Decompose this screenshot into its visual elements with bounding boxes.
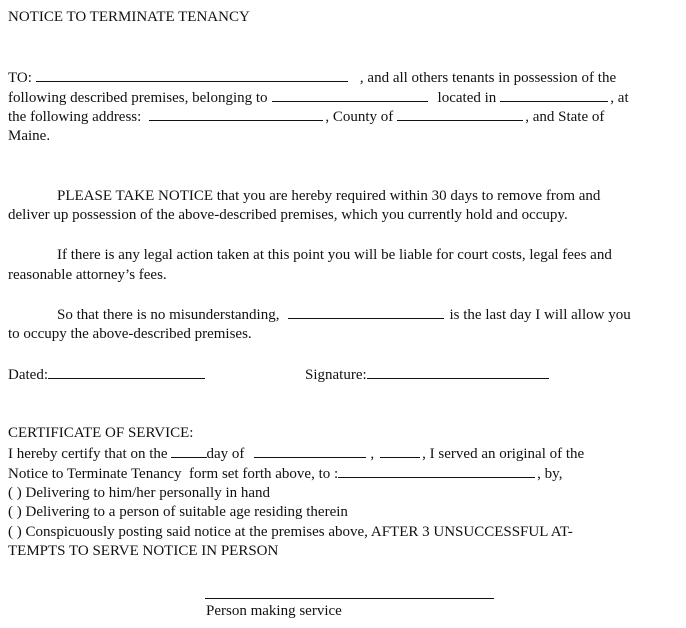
address-blank-field[interactable]	[149, 107, 323, 121]
state-text: , and State of	[525, 109, 605, 125]
cert-comma-text: ,	[370, 446, 375, 462]
located-text: located in	[437, 90, 497, 106]
cert-form-text: Notice to Terminate Tenancy form set forth above, to :	[8, 466, 339, 482]
last-day-start-text: So that there is no misunderstanding,	[57, 307, 280, 323]
cert-dayof-text: day of	[206, 446, 245, 462]
last-day-line1	[57, 305, 631, 324]
address-line	[8, 107, 604, 126]
dated-blank-field[interactable]	[48, 365, 205, 379]
county-text: , County of	[325, 109, 394, 125]
to-label: TO:	[8, 70, 32, 86]
signature-blank-field[interactable]	[367, 365, 549, 379]
to-suffix-text: , and all others tenants in possession of the	[359, 70, 617, 86]
service-option-posting[interactable]: ( ) Conspicuously posting said notice at the premises above, AFTER 3 UNSUCCESSFUL AT-	[8, 524, 573, 540]
certificate-heading: CERTIFICATE OF SERVICE:	[8, 425, 194, 441]
notice-paragraph-line1: PLEASE TAKE NOTICE that you are hereby required within 30 days to remove from and	[57, 188, 601, 204]
last-day-end-text: is the last day I will allow you	[449, 307, 631, 323]
to-blank-field[interactable]	[36, 68, 348, 82]
signature-label: Signature:	[305, 367, 367, 383]
belonging-line	[8, 88, 629, 107]
owner-blank-field[interactable]	[272, 88, 428, 102]
service-option-resident[interactable]: ( ) Delivering to a person of suitable age residing therein	[8, 504, 348, 520]
service-option-personal[interactable]: ( ) Delivering to him/her personally in hand	[8, 485, 271, 501]
person-making-service-blank-field[interactable]	[205, 598, 494, 599]
cert-year-blank-field[interactable]	[380, 444, 420, 458]
county-blank-field[interactable]	[397, 107, 523, 121]
dated-line	[8, 365, 205, 384]
person-making-service-label: Person making service	[206, 603, 342, 619]
cert-day-blank-field[interactable]	[171, 444, 207, 458]
certificate-line1	[8, 444, 584, 463]
state-name: Maine.	[8, 128, 51, 144]
signature-line	[305, 365, 549, 384]
notice-paragraph-line2: deliver up possession of the above-described premises, which you currently hold and occupy.	[8, 207, 568, 223]
cert-recipient-blank-field[interactable]	[338, 464, 535, 478]
cert-month-blank-field[interactable]	[254, 444, 366, 458]
last-day-blank-field[interactable]	[288, 305, 444, 319]
belonging-text: following described premises, belonging to	[8, 90, 268, 106]
cert-by-text: , by,	[537, 466, 563, 482]
last-day-line2: to occupy the above-described premises.	[8, 326, 252, 342]
cert-day-text: I hereby certify that on the	[8, 446, 168, 462]
service-option-posting-cont: TEMPTS TO SERVE NOTICE IN PERSON	[8, 543, 279, 559]
legal-paragraph-line1: If there is any legal action taken at this point you will be liable for court costs, legal fees and	[57, 247, 612, 263]
legal-paragraph-line2: reasonable attorney’s fees.	[8, 267, 167, 283]
dated-label: Dated:	[8, 367, 48, 383]
address-label: the following address:	[8, 109, 142, 125]
certificate-line2	[8, 464, 562, 483]
page-title: NOTICE TO TERMINATE TENANCY	[8, 9, 250, 25]
cert-served-text: , I served an original of the	[422, 446, 585, 462]
at-text: , at	[610, 90, 629, 106]
to-line	[8, 68, 616, 87]
location-blank-field[interactable]	[500, 88, 608, 102]
